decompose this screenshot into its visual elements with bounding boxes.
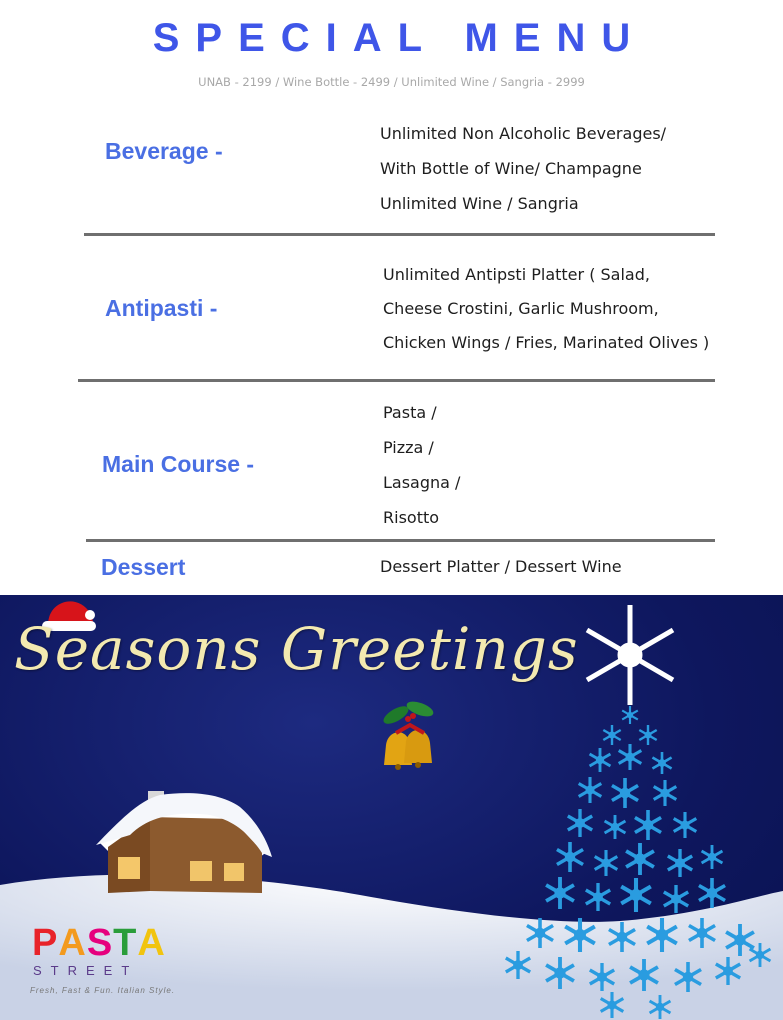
page-title: SPECIAL MENU bbox=[152, 16, 647, 60]
logo-letter: A bbox=[58, 922, 87, 964]
menu-item: Risotto bbox=[383, 508, 440, 527]
menu-item: Pasta / bbox=[383, 403, 437, 422]
category-beverage: Beverage - bbox=[105, 138, 223, 164]
menu-item: Cheese Crostini, Garlic Mushroom, bbox=[383, 299, 659, 318]
category-main-course: Main Course - bbox=[102, 451, 255, 477]
logo-street: STREET bbox=[33, 963, 139, 978]
divider bbox=[78, 379, 715, 382]
menu-item: With Bottle of Wine/ Champagne bbox=[380, 159, 642, 178]
cabin-icon bbox=[96, 791, 272, 893]
divider bbox=[86, 539, 715, 542]
menu-item: Unlimited Antipsti Platter ( Salad, bbox=[383, 265, 650, 284]
menu-item: Unlimited Wine / Sangria bbox=[380, 194, 579, 213]
category-dessert: Dessert bbox=[101, 554, 186, 580]
logo-tagline: Fresh, Fast & Fun. Italian Style. bbox=[30, 986, 176, 995]
pasta-street-logo bbox=[32, 922, 166, 965]
menu-item: Dessert Platter / Dessert Wine bbox=[380, 557, 622, 576]
menu-item: Unlimited Non Alcoholic Beverages/ bbox=[380, 124, 667, 143]
bells-icon bbox=[381, 699, 435, 770]
menu-item: Pizza / bbox=[383, 438, 434, 457]
logo-letter: S bbox=[86, 922, 114, 964]
divider bbox=[84, 233, 715, 236]
logo-letter: A bbox=[137, 922, 166, 964]
logo-letter: T bbox=[113, 922, 138, 964]
seasons-greetings-heading: Seasons Greetings bbox=[14, 615, 579, 683]
menu-item: Lasagna / bbox=[383, 473, 461, 492]
menu-item: Chicken Wings / Fries, Marinated Olives ) bbox=[383, 333, 710, 352]
logo-letter: P bbox=[32, 922, 59, 964]
price-subtitle: UNAB - 2199 / Wine Bottle - 2499 / Unlimited Wine / Sangria - 2999 bbox=[198, 75, 585, 89]
category-antipasti: Antipasti - bbox=[105, 295, 218, 321]
